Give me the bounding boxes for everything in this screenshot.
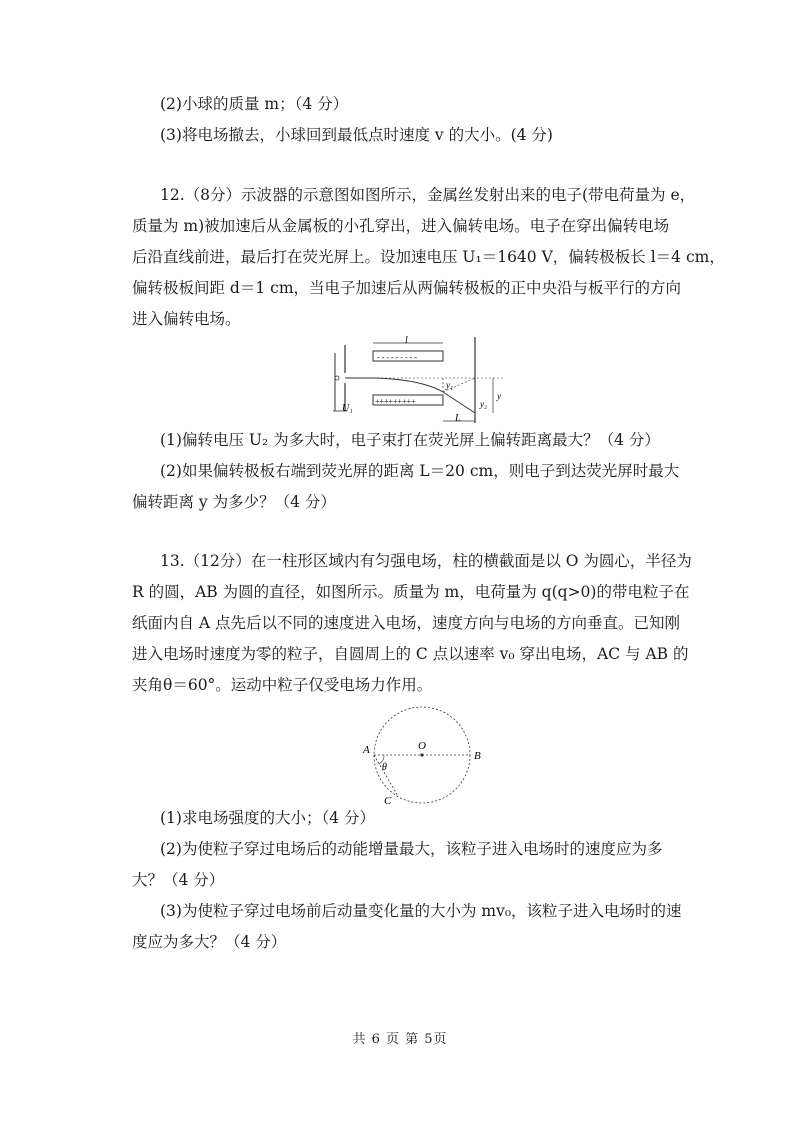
p13-line-1: 13.（12分）在一柱形区域内有匀强电场，柱的横截面是以 O 为圆心，半径为 <box>160 552 692 570</box>
p11-question-3: (3)将电场撤去，小球回到最低点时速度 v 的大小。(4 分) <box>160 126 553 144</box>
theta-label: θ <box>382 762 387 773</box>
p12-question-1: (1)偏转电压 U₂ 为多大时，电子束打在荧光屏上偏转距离最大？（4 分） <box>160 431 660 449</box>
length-l-label: l <box>405 335 408 346</box>
p13-question-3b: 度应为多大？（4 分） <box>132 933 287 951</box>
p13-line-2: R 的圆，AB 为圆的直径，如图所示。质量为 m，电荷量为 q(q>0)的带电粒子在 <box>132 583 690 601</box>
p13-question-3a: (3)为使粒子穿过电场前后动量变化量的大小为 mv₀，该粒子进入电场时的速 <box>160 902 682 920</box>
p12-question-2a: (2)如果偏转极板右端到荧光屏的距离 L＝20 cm，则电子到达荧光屏时最大 <box>160 462 680 480</box>
point-o-label: O <box>418 740 426 752</box>
p12-line-3: 后沿直线前进，最后打在荧光屏上。设加速电压 U₁＝1640 V，偏转极板长 l＝4 cm， <box>132 248 725 266</box>
point-b-label: B <box>474 750 481 762</box>
filament-icon <box>335 376 339 380</box>
y-label: y <box>497 391 501 401</box>
p12-question-2b: 偏转距离 y 为多少？（4 分） <box>132 493 336 511</box>
center-point <box>420 753 423 756</box>
p13-question-1: (1)求电场强度的大小；（4 分） <box>160 809 375 827</box>
p13-line-3: 纸面内自 A 点先后以不同的速度进入电场，速度方向与电场的方向垂直。已知刚 <box>132 614 681 632</box>
p11-question-2: (2)小球的质量 m；（4 分） <box>160 95 349 113</box>
page-footer: 共 6 页 第 5页 <box>352 1032 448 1047</box>
u1-label: U₁ <box>342 403 353 414</box>
p12-line-1: 12.（8分）示波器的示意图如图所示，金属丝发射出来的电子(带电荷量为 e， <box>160 186 696 204</box>
point-c-label: C <box>384 795 392 807</box>
y2-label: y₂ <box>480 399 488 409</box>
oscilloscope-figure <box>325 335 515 425</box>
bottom-plate-charge: +++++++++ <box>375 397 416 406</box>
top-plate-charge: - - - - - - - - - <box>377 353 417 362</box>
p13-question-2a: (2)为使粒子穿过电场后的动能增量最大，该粒子进入电场时的速度应为多 <box>160 840 663 858</box>
distance-L-label: L <box>455 413 461 424</box>
p13-line-4: 进入电场时速度为零的粒子，自圆周上的 C 点以速率 v₀ 穿出电场，AC 与 AB 的 <box>132 645 689 663</box>
p12-line-2: 质量为 m)被加速后从金属板的小孔穿出，进入偏转电场。电子在穿出偏转电场 <box>132 217 670 235</box>
p12-line-4: 偏转极板间距 d＝1 cm，当电子加速后从两偏转极板的正中央沿与板平行的方向 <box>132 279 682 297</box>
circle-field-figure <box>360 700 490 810</box>
p13-line-5: 夹角θ＝60°。运动中粒子仅受电场力作用。 <box>132 676 433 694</box>
y1-label: y₁ <box>446 380 454 390</box>
p12-line-5: 进入偏转电场。 <box>132 310 241 328</box>
point-a-label: A <box>363 744 370 756</box>
p13-question-2b: 大？（4 分） <box>132 871 225 889</box>
